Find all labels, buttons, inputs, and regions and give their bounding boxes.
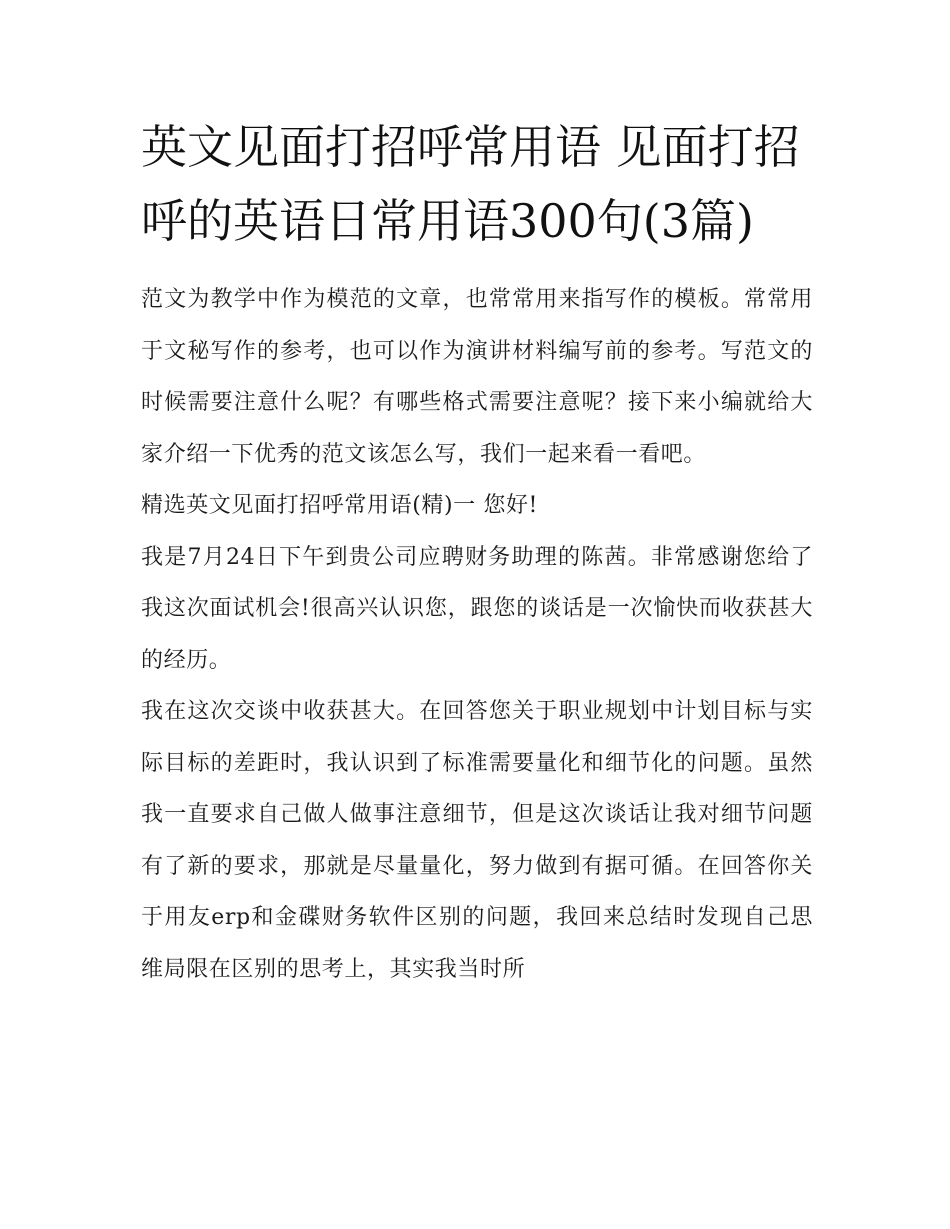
body-paragraph: 我是7月24日下午到贵公司应聘财务助理的陈茜。非常感谢您给了我这次面试机会!很高兴认识您，跟您的谈话是一次愉快而收获甚大的经历。: [141, 544, 813, 673]
document-page: [141, 110, 813, 995]
document-title: 英文见面打招呼常用语 见面打招呼的英语日常用语300句(3篇): [141, 120, 800, 248]
body-paragraph: 我在这次交谈中收获甚大。在回答您关于职业规划中计划目标与实际目标的差距时，我认识到了标准需要量化和细节化的问题。虽然我一直要求自己做人做事注意细节，但是这次谈话让我对细节问题有了新的要求，那就是尽量量化，努力做到有据可循。在回答你关于用友erp和金碟财务软件区别的问题，我回来总结时发现自己思维局限在区别的思考上，其实我当时所: [141, 699, 813, 982]
section-heading: 精选英文见面打招呼常用语(精)一 您好!: [141, 493, 539, 518]
intro-paragraph: 范文为教学中作为模范的文章，也常常用来指写作的模板。常常用于文秘写作的参考，也可以作为演讲材料编写前的参考。写范文的时候需要注意什么呢？有哪些格式需要注意呢？接下来小编就给大家介绍一下优秀的范文该怎么写，我们一起来看一看吧。: [141, 287, 813, 467]
